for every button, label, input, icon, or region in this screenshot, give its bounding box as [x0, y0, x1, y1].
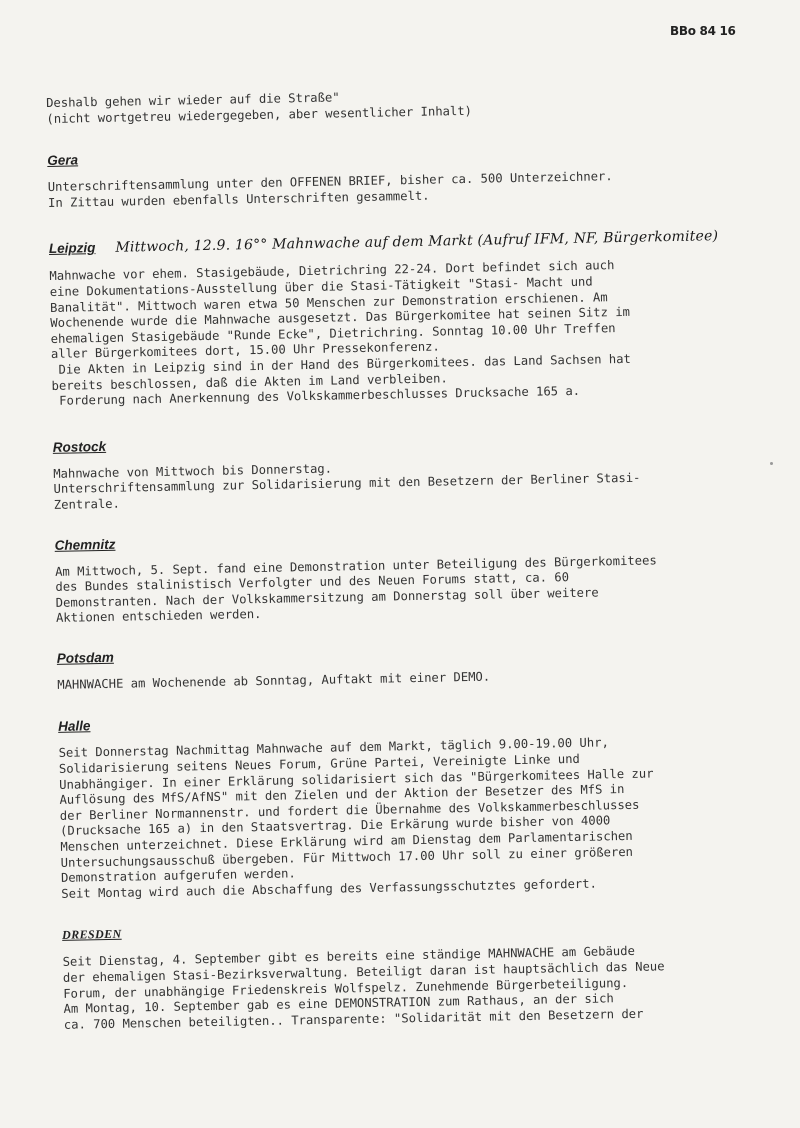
section-text-halle: Seit Donnerstag Nachmittag Mahnwache auf dem Markt, täglich 9.00-19.00 Uhr, Solidarisierung seitens Neues Forum, Grüne Partei, Vereinigte Linke und Unabhängiger. In einer Erklärung solidarisiert sich das "Bürgerkomitees Halle zur Auflösung des MfS/AfNS" mit den Zielen und der Aktion der Besetzer des MfS in der Berliner Normannenstr. und fordert die Übernahme des Volkskammerbeschlusses (Drucksache 165 a) in den Staatsvertrag. Die Erkärung wurde bisher von 4000 Menschen unterzeichnet. Diese Erklärung wird am Dienstag dem Parlamentarischen Untersuchungsausschuß übergeben. Für Mittwoch 17.00 Uhr soll zu einer größeren Demonstration aufgerufen werden. Seit Montag wird auch die Abschaffung des Verfassungsschutztes gefordert.	[58, 735, 654, 901]
section-heading-gera: Gera	[47, 152, 79, 169]
section-leipzig	[49, 228, 732, 409]
section-heading-halle: Halle	[57, 718, 91, 735]
section-text-gera: Unterschriftensammlung unter den OFFENEN BRIEF, bisher ca. 500 Unterzeichner. In Zittau wurden ebenfalls Unterschriften gesammelt.	[47, 169, 613, 210]
section-potsdam	[57, 638, 738, 694]
section-text-potsdam: MAHNWACHE am Wochenende ab Sonntag, Auftakt mit einer DEMO.	[57, 669, 491, 692]
section-heading-leipzig: Leipzig	[48, 240, 96, 257]
section-heading-chemnitz: Chemnitz	[54, 536, 116, 553]
section-gera	[47, 140, 728, 211]
section-heading-rostock: Rostock	[52, 438, 107, 455]
section-text-leipzig: Mahnwache vor ehem. Stasigebäude, Dietrichring 22-24. Dort befindet sich auch eine Dokumentations-Ausstellung über die Stasi-Tätigkeit "Stasi- Macht und Banalität". Mittwoch waren etwa 50 Menschen zur Demonstration erschienen. Am Wochenende wurde die Mahnwache ausgesetzt. Das Bürgerkomitee hat seinen Sitz im ehemaligen Stasigebäude "Runde Ecke", Dietrichring. Sonntag 10.00 Uhr Treffen aller Bürgerkomitees dort, 15.00 Uhr Pressekonferenz. Die Akten in Leipzig sind in der Hand des Bürgerkomitees. das Land Sachsen hat bereits beschlossen, daß die Akten im Land verbleiben. Forderung nach Anerkennung des Volkskammerbeschlusses Drucksache 165 a.	[49, 258, 631, 409]
report-body	[46, 83, 744, 1033]
section-heading-potsdam: Potsdam	[56, 649, 114, 666]
intro-text: Deshalb gehen wir wieder auf die Straße" (nicht wortgetreu wiedergegeben, aber wesentlicher Inhalt)	[46, 90, 473, 126]
archive-reference: BBo 84 16	[670, 24, 736, 38]
section-halle	[58, 706, 741, 902]
section-text-dresden: Seit Dienstag, 4. September gibt es bereits eine ständige MAHNWACHE am Gebäude der ehemaligen Stasi-Bezirksverwaltung. Beteiligt daran ist hauptsächlich das Neue Forum, der unabhängige Friedenskreis Wolfspelz. Zunehmende Bürgerbeteiligung. Am Montag, 10. September gab es eine DEMONSTRATION zum Rathaus, an der sich ca. 700 Menschen beteiligten.. Transparente: "Solidarität mit den Besetzern der	[62, 944, 665, 1032]
section-rostock	[53, 427, 734, 514]
section-dresden	[62, 915, 744, 1033]
section-heading-dresden: DRESDEN	[61, 927, 122, 943]
section-chemnitz	[54, 524, 736, 626]
section-text-rostock: Mahnwache von Mittwoch bis Donnerstag. Unterschriftensammlung zur Solidarisierung mit den Besetzern der Berliner Stasi- Zentrale.	[53, 461, 641, 512]
page-speck	[770, 462, 773, 465]
section-text-chemnitz: Am Mittwoch, 5. Sept. fand eine Demonstration unter Beteiligung des Bürgerkomitees des Bundes stalinistisch Verfolgter und des Neuen Forums statt, ca. 60 Demonstranten. Nach der Volkskammersitzung am Donnerstag soll über weitere Aktionen entschieden werden.	[54, 552, 657, 626]
handwritten-annotation: Mittwoch, 12.9. 16°° Mahnwache auf dem Markt (Aufruf IFM, NF, Bürgerkomitee)	[115, 228, 719, 257]
